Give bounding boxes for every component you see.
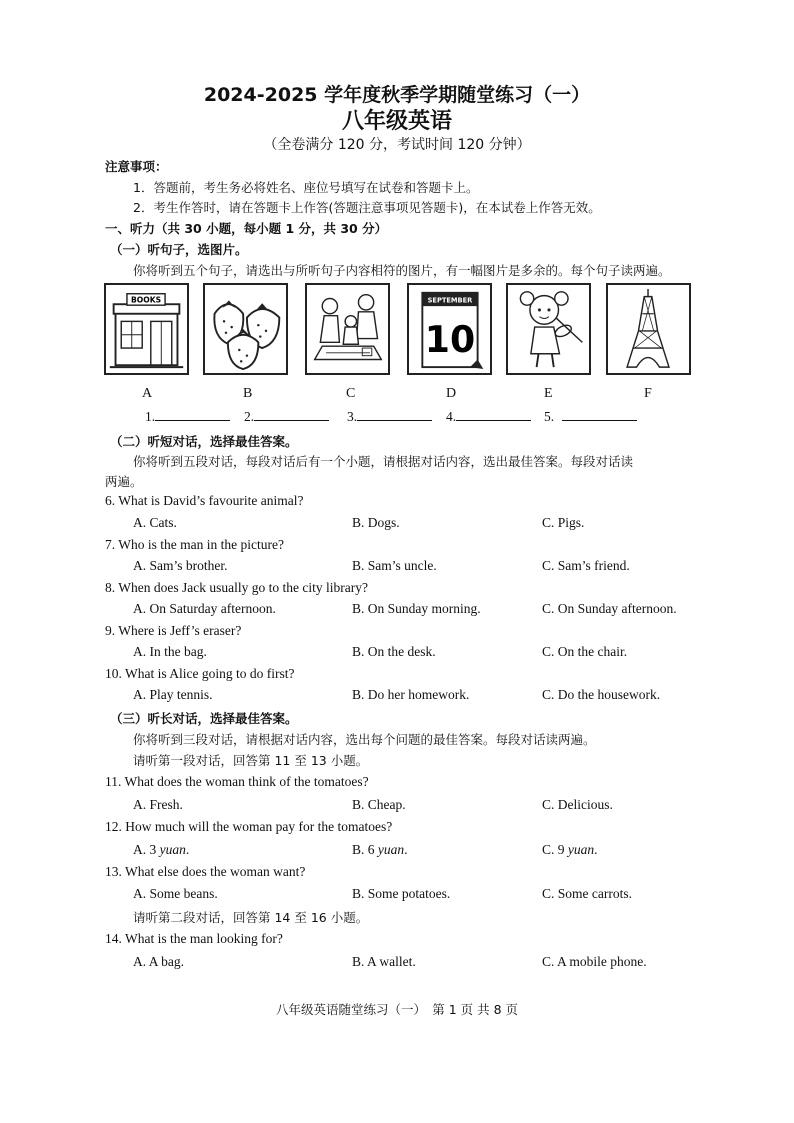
option-9b[interactable]: B. On the desk. xyxy=(352,644,436,659)
option-9a[interactable]: A. In the bag. xyxy=(133,644,207,659)
option-12a-end: . xyxy=(185,842,190,857)
answer-line[interactable] xyxy=(562,408,637,421)
picture-c-picnic xyxy=(305,283,390,375)
option-11a[interactable]: A. Fresh. xyxy=(133,797,183,812)
option-12b-amount: B. 6 xyxy=(352,842,378,857)
exam-subject: 八年级英语 xyxy=(341,109,452,134)
dialogue1-intro: 请听第一段对话，回答第 11 至 13 小题。 xyxy=(133,753,369,768)
option-12a[interactable] xyxy=(133,842,189,858)
option-12c-end: . xyxy=(594,842,598,857)
option-10c[interactable]: C. Do the housework. xyxy=(542,687,661,702)
option-10b[interactable]: B. Do her homework. xyxy=(352,687,470,702)
option-11c[interactable]: C. Delicious. xyxy=(542,797,613,812)
option-13c[interactable]: C. Some carrots. xyxy=(542,886,632,901)
option-8a[interactable]: A. On Saturday afternoon. xyxy=(133,601,276,616)
bookstore-icon xyxy=(106,285,187,373)
answer-blank-label: 5. xyxy=(544,409,555,424)
option-6a[interactable]: A. Cats. xyxy=(133,515,177,530)
picture-letter-c: C xyxy=(346,386,356,401)
option-11b[interactable]: B. Cheap. xyxy=(352,797,406,812)
answer-blank-label: 3. xyxy=(347,409,358,424)
answer-blank-1[interactable] xyxy=(145,408,230,425)
option-7c[interactable]: C. Sam’s friend. xyxy=(542,558,630,573)
picture-letter-a: A xyxy=(142,386,153,401)
picture-letter-d: D xyxy=(446,386,457,401)
option-6c[interactable]: C. Pigs. xyxy=(542,515,585,530)
answer-blank-label: 2. xyxy=(244,409,255,424)
option-14a[interactable]: A. A bag. xyxy=(133,954,185,969)
answer-blank-2[interactable] xyxy=(244,408,329,425)
calendar-day: 10 xyxy=(424,317,476,361)
section3-heading: （三）听长对话，选择最佳答案。 xyxy=(110,711,298,726)
picture-letter-e: E xyxy=(544,386,553,401)
option-14b[interactable]: B. A wallet. xyxy=(352,954,416,969)
notes-heading: 注意事项： xyxy=(105,159,168,174)
option-12c[interactable] xyxy=(542,842,598,858)
answer-line[interactable] xyxy=(357,408,432,421)
question-14: 14. What is the man looking for? xyxy=(105,931,283,946)
picture-letter-f: F xyxy=(644,386,652,401)
section1-heading: （一）听句子，选图片。 xyxy=(110,242,248,257)
picture-b-strawberries xyxy=(203,283,288,375)
picture-d-calendar xyxy=(407,283,492,375)
picture-f-eiffel-tower xyxy=(606,283,691,375)
calendar-month: SEPTEMBER xyxy=(427,296,473,305)
exam-title: 2024-2025 学年度秋季学期随堂练习（一） xyxy=(203,84,591,106)
option-12b[interactable] xyxy=(352,842,408,858)
option-7b[interactable]: B. Sam’s uncle. xyxy=(352,558,437,573)
section2-instruction-line2: 两遍。 xyxy=(105,474,143,489)
answer-blank-label: 1. xyxy=(145,409,156,424)
section2-instruction-line1: 你将听到五段对话，每段对话后有一个小题，请根据对话内容，选出最佳答案。每段对话读 xyxy=(133,454,634,469)
picture-a-bookstore xyxy=(104,283,189,375)
option-12a-amount: A. 3 xyxy=(133,842,160,857)
part1-heading: 一、听力（共 30 小题，每小题 1 分，共 30 分） xyxy=(105,221,388,236)
score-time-note: （全卷满分 120 分，考试时间 120 分钟） xyxy=(263,137,531,153)
question-13: 13. What else does the woman want? xyxy=(105,864,306,879)
section1-instruction: 你将听到五个句子，请选出与所听句子内容相符的图片，有一幅图片是多余的。每个句子读两遍。 xyxy=(133,263,671,278)
question-7: 7. Who is the man in the picture? xyxy=(105,537,284,552)
family-picnic-icon xyxy=(307,285,388,373)
section2-heading: （二）听短对话，选择最佳答案。 xyxy=(110,434,298,449)
option-9c[interactable]: C. On the chair. xyxy=(542,644,628,659)
page-footer: 八年级英语随堂练习（一） 第 1 页 共 8 页 xyxy=(275,1002,519,1017)
calendar-icon xyxy=(409,285,490,373)
answer-blank-5[interactable] xyxy=(544,408,637,425)
bookstore-sign: BOOKS xyxy=(130,295,162,305)
question-9: 9. Where is Jeff’s eraser? xyxy=(105,623,242,638)
option-8b[interactable]: B. On Sunday morning. xyxy=(352,601,481,616)
option-13b[interactable]: B. Some potatoes. xyxy=(352,886,451,901)
option-10a[interactable]: A. Play tennis. xyxy=(133,687,213,702)
answer-line[interactable] xyxy=(155,408,230,421)
picture-e-violin-girl xyxy=(506,283,591,375)
answer-blank-4[interactable] xyxy=(446,408,531,425)
option-7a[interactable]: A. Sam’s brother. xyxy=(133,558,228,573)
answer-line[interactable] xyxy=(456,408,531,421)
option-12c-amount: C. 9 xyxy=(542,842,568,857)
question-8: 8. When does Jack usually go to the city library? xyxy=(105,580,368,595)
option-8c[interactable]: C. On Sunday afternoon. xyxy=(542,601,677,616)
question-12: 12. How much will the woman pay for the tomatoes? xyxy=(105,819,393,834)
dialogue2-intro: 请听第二段对话，回答第 14 至 16 小题。 xyxy=(133,910,369,925)
picture-letter-b: B xyxy=(243,386,253,401)
currency-unit: yuan xyxy=(159,842,186,857)
option-14c[interactable]: C. A mobile phone. xyxy=(542,954,647,969)
question-11: 11. What does the woman think of the tomatoes? xyxy=(105,774,369,789)
answer-blank-label: 4. xyxy=(446,409,457,424)
strawberries-icon xyxy=(205,285,286,373)
eiffel-tower-icon xyxy=(608,285,689,373)
answer-blank-3[interactable] xyxy=(347,408,432,425)
option-6b[interactable]: B. Dogs. xyxy=(352,515,400,530)
question-6: 6. What is David’s favourite animal? xyxy=(105,493,304,508)
answer-line[interactable] xyxy=(254,408,329,421)
girl-violin-icon xyxy=(508,285,589,373)
question-10: 10. What is Alice going to do first? xyxy=(105,666,295,681)
note-item-1: 1．答题前，考生务必将姓名、座位号填写在试卷和答题卡上。 xyxy=(133,180,479,195)
option-12b-end: . xyxy=(404,842,408,857)
note-item-2: 2．考生作答时，请在答题卡上作答(答题注意事项见答题卡)，在本试卷上作答无效。 xyxy=(133,200,601,215)
currency-unit: yuan xyxy=(377,842,405,857)
currency-unit: yuan xyxy=(567,842,595,857)
section3-instruction: 你将听到三段对话，请根据对话内容，选出每个问题的最佳答案。每段对话读两遍。 xyxy=(133,732,596,747)
option-13a[interactable]: A. Some beans. xyxy=(133,886,218,901)
